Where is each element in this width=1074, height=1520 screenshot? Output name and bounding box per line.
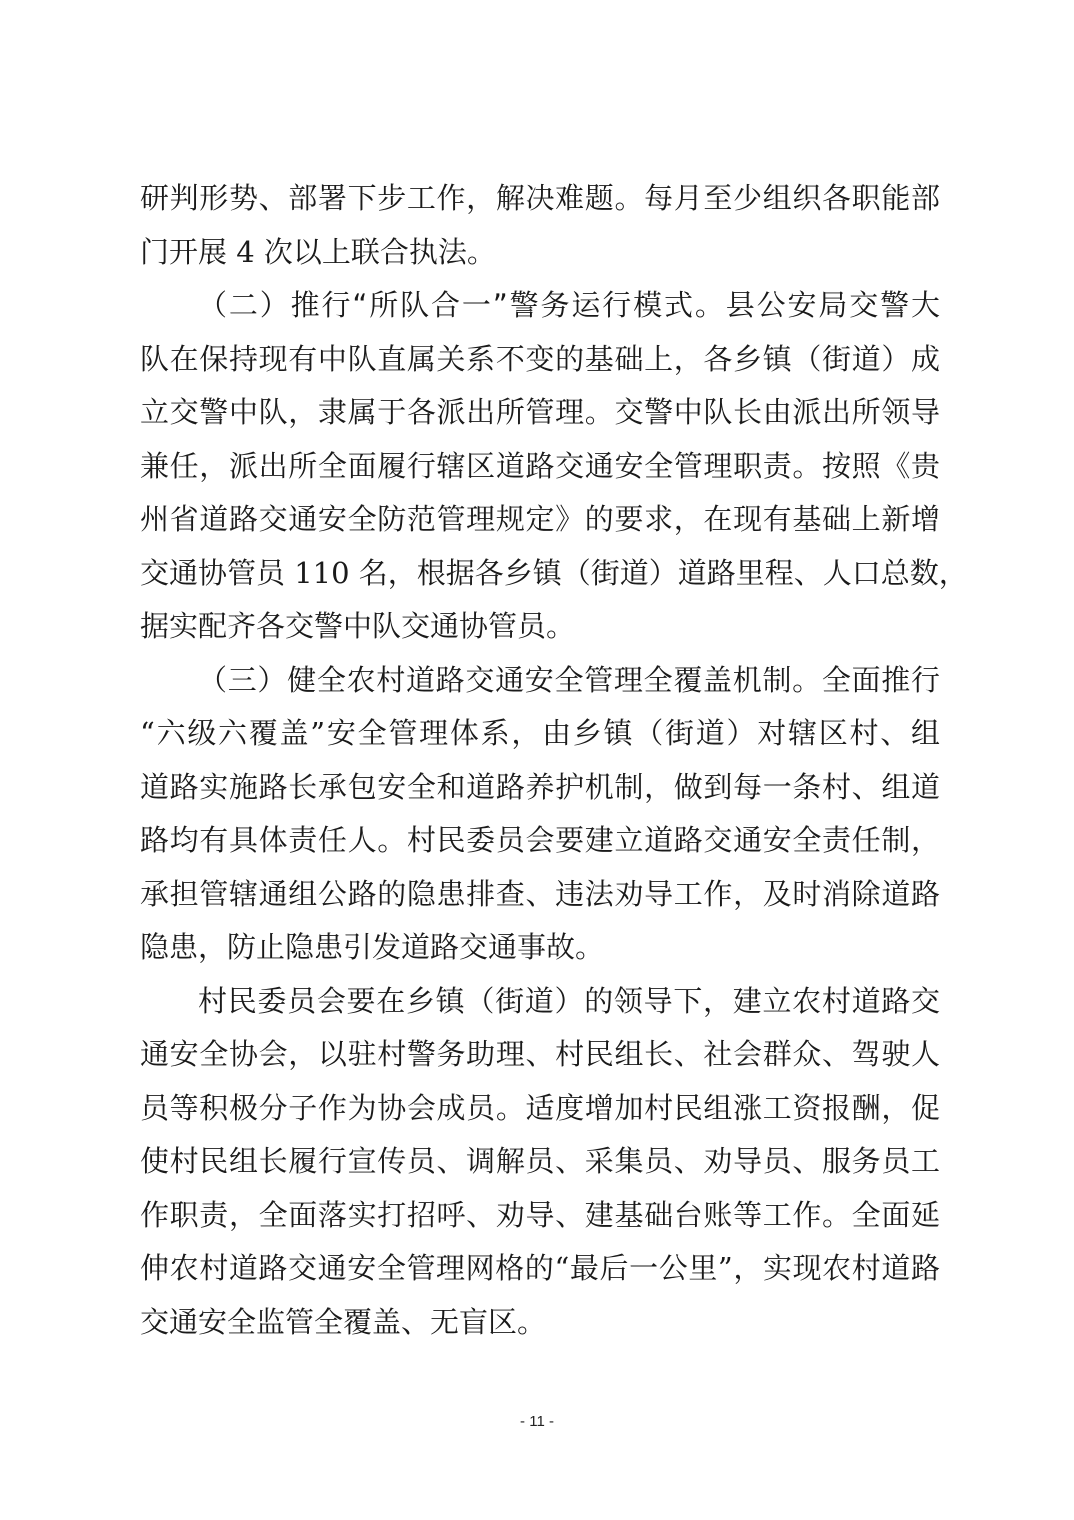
section-heading-line: （三）健全农村道路交通安全管理全覆盖机制。全面推行 xyxy=(198,662,940,697)
text-line: 立交警中队，隶属于各派出所管理。交警中队长由派出所领导 xyxy=(140,395,940,429)
text-line: 兼任，派出所全面履行辖区道路交通安全管理职责。按照《贵 xyxy=(140,448,940,483)
text-line: 路均有具体责任人。村民委员会要建立道路交通安全责任制， xyxy=(140,823,940,857)
text-line: 交通安全监管全覆盖、无盲区。 xyxy=(140,1304,547,1339)
text-line: 州省道路交通安全防范管理规定》的要求，在现有基础上新增 xyxy=(140,502,940,536)
text-line: 承担管辖通组公路的隐患排查、违法劝导工作，及时消除道路 xyxy=(140,876,940,911)
text-line: 据实配齐各交警中队交通协管员。 xyxy=(140,609,576,643)
text-line: 研判形势、部署下步工作，解决难题。每月至少组织各职能部 xyxy=(140,181,940,215)
text-line: “六级六覆盖”安全管理体系，由乡镇（街道）对辖区村、组 xyxy=(140,716,940,750)
paragraph-first-line: 村民委员会要在乡镇（街道）的领导下，建立农村道路交 xyxy=(198,983,940,1018)
page-number: - 11 - xyxy=(520,1413,554,1430)
text-line: 伸农村道路交通安全管理网格的“最后一公里”，实现农村道路 xyxy=(140,1251,940,1285)
text-line: 隐患，防止隐患引发道路交通事故。 xyxy=(140,930,605,964)
text-line: 使村民组长履行宣传员、调解员、采集员、劝导员、服务员工 xyxy=(140,1144,940,1178)
section-heading-line: （二）推行“所队合一”警务运行模式。县公安局交警大 xyxy=(198,288,940,322)
text-line: 门开展 4 次以上联合执法。 xyxy=(140,234,496,269)
text-line: 道路实施路长承包安全和道路养护机制，做到每一条村、组道 xyxy=(140,769,940,804)
text-line: 队在保持现有中队直属关系不变的基础上，各乡镇（街道）成 xyxy=(140,341,940,376)
text-line: 交通协管员 110 名，根据各乡镇（街道）道路里程、人口总数， xyxy=(140,555,968,590)
text-line: 员等积极分子作为协会成员。适度增加村民组涨工资报酬，促 xyxy=(140,1090,940,1125)
text-line: 作职责，全面落实打招呼、劝导、建基础台账等工作。全面延 xyxy=(140,1197,940,1232)
document-body xyxy=(140,172,968,1349)
text-line: 通安全协会，以驻村警务助理、村民组长、社会群众、驾驶人 xyxy=(140,1037,940,1071)
